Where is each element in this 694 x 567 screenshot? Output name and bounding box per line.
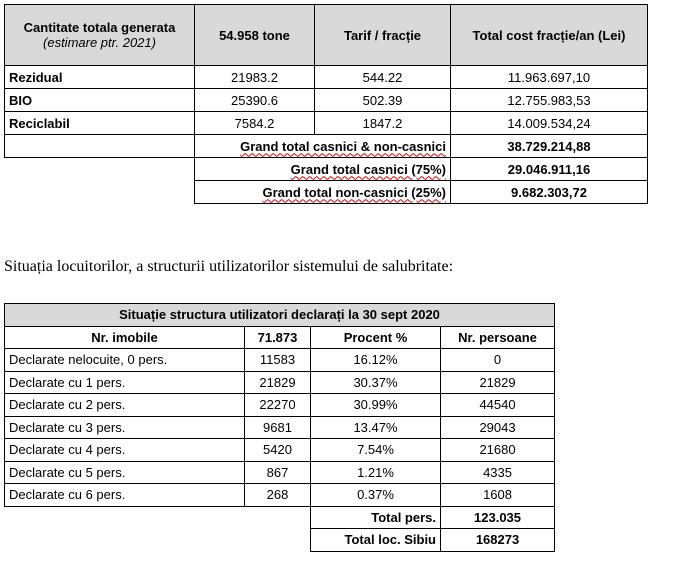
header-total-properties: 71.873 bbox=[245, 326, 311, 349]
header-percent: Procent % bbox=[311, 326, 441, 349]
empty-cell bbox=[5, 181, 195, 204]
header-quantity bbox=[5, 5, 195, 66]
row-label: Declarate cu 5 pers. bbox=[5, 461, 245, 484]
header-tariff: Tarif / fracție bbox=[315, 5, 451, 66]
row-percent: 13.47% bbox=[311, 416, 441, 439]
header-total-cost: Total cost fracție/an (Lei) bbox=[451, 5, 648, 66]
row-count: 867 bbox=[245, 461, 311, 484]
row-persons: 44540 bbox=[441, 394, 555, 417]
grand-total-text: Grand total casnici & non-casnici bbox=[240, 138, 446, 154]
table-row bbox=[5, 112, 648, 135]
row-qty: 7584.2 bbox=[195, 112, 315, 135]
grand-total-label bbox=[195, 181, 451, 204]
row-count: 268 bbox=[245, 484, 311, 507]
row-count: 21829 bbox=[245, 371, 311, 394]
grand-total-label bbox=[195, 135, 451, 158]
header-total-tons: 54.958 tone bbox=[195, 5, 315, 66]
empty-cell bbox=[5, 529, 311, 552]
table-header-row bbox=[5, 326, 555, 349]
row-total: 11.963.697,10 bbox=[451, 66, 648, 89]
grand-total-text: Grand total non-casnici (25%) bbox=[262, 184, 446, 200]
table-row bbox=[5, 416, 555, 439]
table-row bbox=[5, 394, 555, 417]
total-row bbox=[5, 529, 555, 552]
header-persons: Nr. persoane bbox=[441, 326, 555, 349]
row-percent: 1.21% bbox=[311, 461, 441, 484]
row-qty: 25390.6 bbox=[195, 89, 315, 112]
table-row bbox=[5, 461, 555, 484]
table-row bbox=[5, 349, 555, 372]
row-label: Declarate cu 3 pers. bbox=[5, 416, 245, 439]
row-persons: 21680 bbox=[441, 439, 555, 462]
total-residents-label: Total loc. Sibiu bbox=[311, 529, 441, 552]
table-row bbox=[5, 484, 555, 507]
table-title-row bbox=[5, 304, 555, 327]
row-tariff: 502.39 bbox=[315, 89, 451, 112]
row-qty: 21983.2 bbox=[195, 66, 315, 89]
header-quantity-label: Cantitate totala generata bbox=[23, 20, 176, 35]
row-count: 5420 bbox=[245, 439, 311, 462]
grand-total-row bbox=[5, 158, 648, 181]
row-percent: 7.54% bbox=[311, 439, 441, 462]
row-label: Rezidual bbox=[5, 66, 195, 89]
empty-cell bbox=[5, 158, 195, 181]
total-residents-value: 168273 bbox=[441, 529, 555, 552]
waste-cost-table bbox=[4, 4, 648, 204]
empty-cell bbox=[5, 135, 195, 158]
row-persons: 0 bbox=[441, 349, 555, 372]
grand-total-text: Grand total casnici (75%) bbox=[290, 161, 446, 177]
row-count: 9681 bbox=[245, 416, 311, 439]
table-row bbox=[5, 439, 555, 462]
grand-total-value: 9.682.303,72 bbox=[451, 181, 648, 204]
row-label: Declarate cu 2 pers. bbox=[5, 394, 245, 417]
row-label: BIO bbox=[5, 89, 195, 112]
row-label: Declarate cu 4 pers. bbox=[5, 439, 245, 462]
row-total: 14.009.534,24 bbox=[451, 112, 648, 135]
row-tariff: 1847.2 bbox=[315, 112, 451, 135]
grand-total-label bbox=[195, 158, 451, 181]
row-percent: 16.12% bbox=[311, 349, 441, 372]
row-percent: 30.37% bbox=[311, 371, 441, 394]
row-persons: 1608 bbox=[441, 484, 555, 507]
total-persons-value: 123.035 bbox=[441, 506, 555, 529]
row-persons: 21829 bbox=[441, 371, 555, 394]
table-row bbox=[5, 66, 648, 89]
row-label: Declarate cu 1 pers. bbox=[5, 371, 245, 394]
table-title: Situație structura utilizatori declarați la 30 sept 2020 bbox=[5, 304, 555, 327]
section-paragraph: Situația locuitorilor, a structurii utilizatorilor sistemului de salubritate: bbox=[4, 258, 454, 275]
grand-total-row bbox=[5, 135, 648, 158]
row-count: 11583 bbox=[245, 349, 311, 372]
users-structure-table bbox=[4, 303, 555, 552]
row-persons: 29043 bbox=[441, 416, 555, 439]
row-label: Reciclabil bbox=[5, 112, 195, 135]
grand-total-value: 38.729.214,88 bbox=[451, 135, 648, 158]
total-persons-label: Total pers. bbox=[311, 506, 441, 529]
row-persons: 4335 bbox=[441, 461, 555, 484]
grand-total-value: 29.046.911,16 bbox=[451, 158, 648, 181]
row-percent: 0.37% bbox=[311, 484, 441, 507]
table-row bbox=[5, 89, 648, 112]
row-total: 12.755.983,53 bbox=[451, 89, 648, 112]
empty-cell bbox=[5, 506, 311, 529]
row-label: Declarate nelocuite, 0 pers. bbox=[5, 349, 245, 372]
grand-total-row bbox=[5, 181, 648, 204]
row-count: 22270 bbox=[245, 394, 311, 417]
table-row bbox=[5, 371, 555, 394]
total-row bbox=[5, 506, 555, 529]
row-label: Declarate cu 6 pers. bbox=[5, 484, 245, 507]
header-quantity-note: (estimare ptr. 2021) bbox=[43, 35, 156, 50]
row-percent: 30.99% bbox=[311, 394, 441, 417]
row-tariff: 544.22 bbox=[315, 66, 451, 89]
table-header-row bbox=[5, 5, 648, 66]
header-properties: Nr. imobile bbox=[5, 326, 245, 349]
